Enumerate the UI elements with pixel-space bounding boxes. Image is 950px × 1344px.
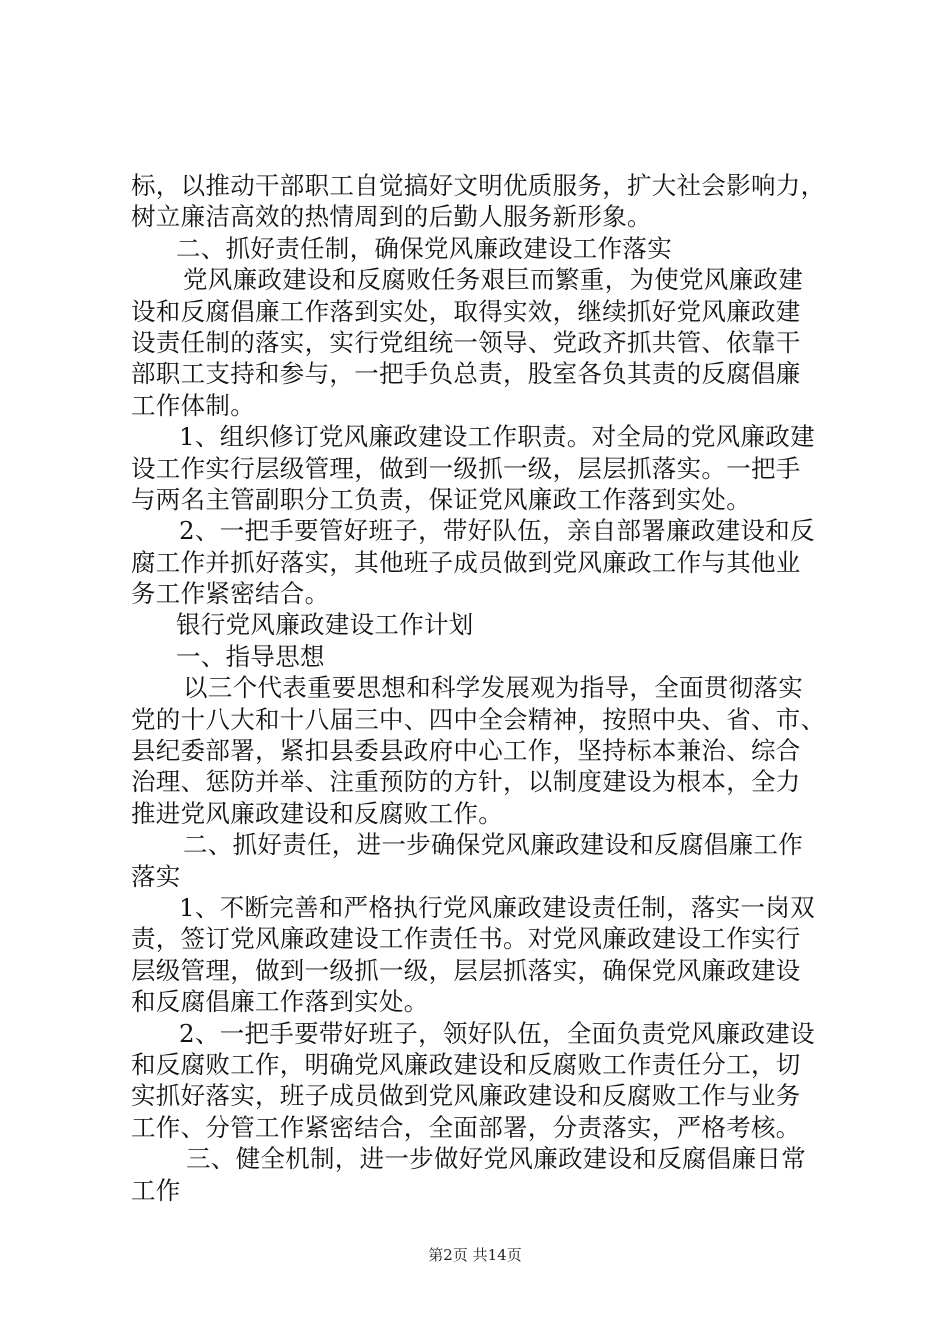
text-line: 设和反腐倡廉工作落到实处，取得实效，继续抓好党风廉政建 xyxy=(131,296,801,326)
text-line: 部职工支持和参与，一把手负总责，股室各负其责的反腐倡廉 xyxy=(131,359,801,389)
section-heading: 三、健全机制，进一步做好党风廉政建设和反腐倡廉日常 xyxy=(186,1144,806,1174)
text-line: 务工作紧密结合。 xyxy=(131,579,330,609)
text-line: 2、一把手要带好班子，领好队伍，全面负责党风廉政建设 xyxy=(179,1018,815,1048)
text-line: 树立廉洁高效的热情周到的后勤人服务新形象。 xyxy=(131,202,652,232)
text-line: 1、不断完善和严格执行党风廉政建设责任制，落实一岗双 xyxy=(179,892,815,922)
text-line: 实抓好落实，班子成员做到党风廉政建设和反腐败工作与业务 xyxy=(131,1081,801,1111)
section-heading: 工作 xyxy=(131,1175,181,1205)
page-number: 第2页 共14页 xyxy=(428,1246,522,1264)
text-line: 腐工作并抓好落实，其他班子成员做到党风廉政工作与其他业 xyxy=(131,547,801,577)
text-line: 责，签订党风廉政建设工作责任书。对党风廉政建设工作实行 xyxy=(131,924,801,954)
document-title: 银行党风廉政建设工作计划 xyxy=(176,610,474,640)
text-line: 层级管理，做到一级抓一级，层层抓落实，确保党风廉政建设 xyxy=(131,955,801,985)
text-line: 标，以推动干部职工自觉搞好文明优质服务，扩大社会影响力， xyxy=(131,171,826,200)
text-line: 工作、分管工作紧密结合，全面部署，分责落实，严格考核。 xyxy=(131,1112,801,1142)
section-heading: 一、指导思想 xyxy=(176,641,325,671)
text-line: 以三个代表重要思想和科学发展观为指导，全面贯彻落实 xyxy=(183,673,803,703)
text-line: 设工作实行层级管理，做到一级抓一级，层层抓落实。一把手 xyxy=(131,453,801,483)
text-line: 和反腐败工作，明确党风廉政建设和反腐败工作责任分工，切 xyxy=(131,1049,801,1079)
text-line: 工作体制。 xyxy=(131,390,255,420)
text-line: 推进党风廉政建设和反腐败工作。 xyxy=(131,798,503,828)
text-line: 1、组织修订党风廉政建设工作职责。对全局的党风廉政建 xyxy=(179,422,815,452)
document-body xyxy=(131,170,836,1206)
text-line: 治理、惩防并举、注重预防的方针，以制度建设为根本，全力 xyxy=(131,767,801,797)
section-heading: 二、抓好责任制，确保党风廉政建设工作落实 xyxy=(176,233,672,263)
text-line: 设责任制的落实，实行党组统一领导、党政齐抓共管、依靠干 xyxy=(131,327,801,357)
text-line: 县纪委部署，紧扣县委县政府中心工作，坚持标本兼治、综合 xyxy=(131,736,801,766)
text-line: 党的十八大和十八届三中、四中全会精神，按照中央、省、市、 xyxy=(131,704,826,734)
text-line: 党风廉政建设和反腐败任务艰巨而繁重，为使党风廉政建 xyxy=(183,265,803,295)
text-line: 2、一把手要管好班子，带好队伍，亲自部署廉政建设和反 xyxy=(179,516,815,546)
section-heading: 二、抓好责任，进一步确保党风廉政建设和反腐倡廉工作 xyxy=(183,830,803,860)
text-line: 和反腐倡廉工作落到实处。 xyxy=(131,987,429,1017)
text-line: 与两名主管副职分工负责，保证党风廉政工作落到实处。 xyxy=(131,484,751,514)
section-heading: 落实 xyxy=(131,861,181,891)
